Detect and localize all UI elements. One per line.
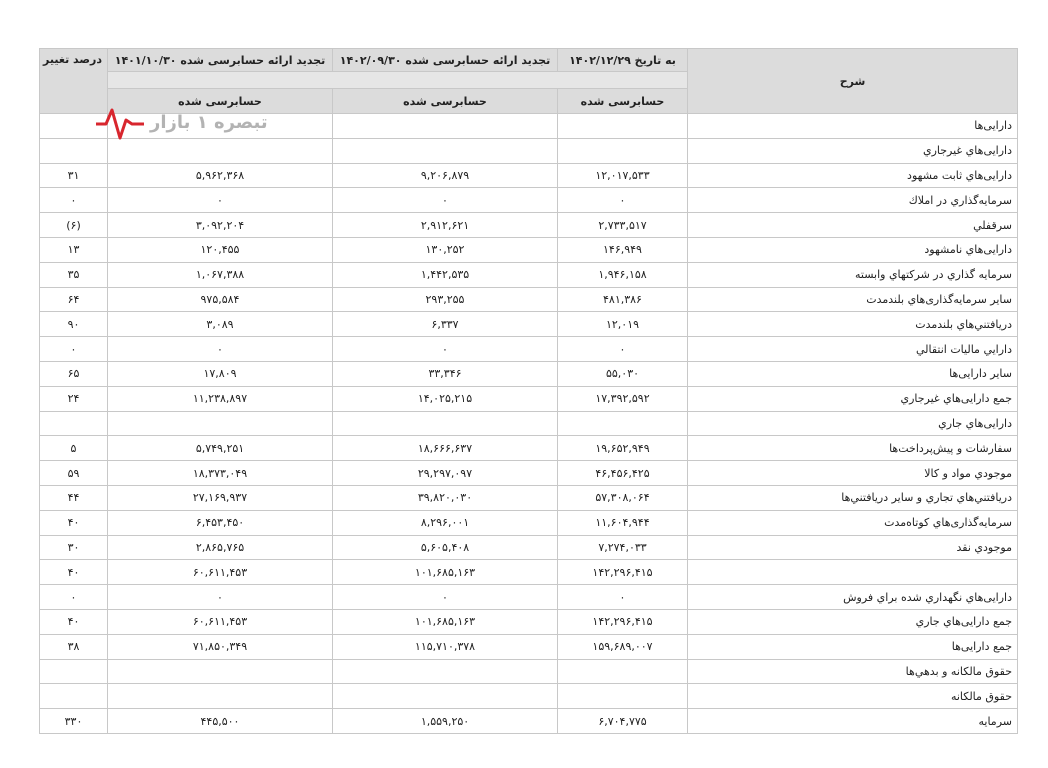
row-label: سرمایه xyxy=(688,709,1018,734)
row-label: جمع دارایی‌هاي غیرجاري xyxy=(688,386,1018,411)
row-value-period-3: ۶,۴۵۳,۴۵۰ xyxy=(108,510,333,535)
row-value-period-2 xyxy=(333,114,558,139)
table-row xyxy=(40,485,1018,510)
table-row xyxy=(40,411,1018,436)
row-label: دارایی‌هاي نامشهود xyxy=(688,237,1018,262)
table-row xyxy=(40,634,1018,659)
row-value-period-1: ۰ xyxy=(558,337,688,362)
row-percent-change: ۰ xyxy=(40,585,108,610)
row-value-period-2: ۹,۲۰۶,۸۷۹ xyxy=(333,163,558,188)
header-period-3: تجدید ارائه حسابرسی شده ۱۴۰۱/۱۰/۳۰ xyxy=(108,49,333,72)
row-value-period-1: ۰ xyxy=(558,188,688,213)
row-label: دارایی‌هاي غیرجاري xyxy=(688,138,1018,163)
header-audited-1: حسابرسی شده xyxy=(558,89,688,114)
table-row xyxy=(40,535,1018,560)
table-row xyxy=(40,609,1018,634)
row-label: دریافتني‌هاي تجاري و سایر دریافتني‌ها xyxy=(688,485,1018,510)
balance-sheet xyxy=(39,48,1017,734)
row-value-period-2: ۱,۵۵۹,۲۵۰ xyxy=(333,709,558,734)
row-label: جمع دارایی‌هاي جاري xyxy=(688,609,1018,634)
row-percent-change xyxy=(40,411,108,436)
row-value-period-1: ۱۲,۰۱۷,۵۳۳ xyxy=(558,163,688,188)
table-row xyxy=(40,163,1018,188)
table-row xyxy=(40,337,1018,362)
row-percent-change: ۳۰ xyxy=(40,535,108,560)
row-value-period-2: ۰ xyxy=(333,337,558,362)
row-value-period-1: ۰ xyxy=(558,585,688,610)
table-row xyxy=(40,684,1018,709)
row-percent-change: ۳۸ xyxy=(40,634,108,659)
table-row xyxy=(40,386,1018,411)
table-row xyxy=(40,188,1018,213)
row-value-period-2: ۱,۴۴۲,۵۳۵ xyxy=(333,262,558,287)
row-value-period-3: ۲۷,۱۶۹,۹۳۷ xyxy=(108,485,333,510)
row-label: دارایی‌هاي ثابت مشهود xyxy=(688,163,1018,188)
row-value-period-1: ۱۴۶,۹۴۹ xyxy=(558,237,688,262)
table-row xyxy=(40,361,1018,386)
row-value-period-3: ۱۱,۲۳۸,۸۹۷ xyxy=(108,386,333,411)
row-value-period-3 xyxy=(108,659,333,684)
row-percent-change: ۳۱ xyxy=(40,163,108,188)
row-value-period-1: ۱۴۲,۲۹۶,۴۱۵ xyxy=(558,560,688,585)
row-value-period-1: ۱,۹۴۶,۱۵۸ xyxy=(558,262,688,287)
row-label: موجودي نقد xyxy=(688,535,1018,560)
watermark-text: تبصره ۱ بازار xyxy=(150,112,268,133)
row-value-period-2: ۲۹۳,۲۵۵ xyxy=(333,287,558,312)
table-row xyxy=(40,312,1018,337)
header-period-1: به تاریخ ۱۴۰۲/۱۲/۲۹ xyxy=(558,49,688,72)
row-label: سرقفلي xyxy=(688,213,1018,238)
row-value-period-2: ۱۰۱,۶۸۵,۱۶۳ xyxy=(333,560,558,585)
row-label xyxy=(688,560,1018,585)
header-period-2: تجدید ارائه حسابرسی شده ۱۴۰۲/۰۹/۳۰ xyxy=(333,49,558,72)
row-value-period-3: ۰ xyxy=(108,188,333,213)
row-label: حقوق مالكانه و بدهي‌ها xyxy=(688,659,1018,684)
balance-sheet-table xyxy=(39,48,1018,734)
table-row xyxy=(40,560,1018,585)
row-percent-change: ۰ xyxy=(40,337,108,362)
row-label: جمع دارایی‌ها xyxy=(688,634,1018,659)
row-value-period-3: ۱۷,۸۰۹ xyxy=(108,361,333,386)
row-value-period-1 xyxy=(558,684,688,709)
row-label: سایر سرمایه‌گذاری‌هاي بلندمدت xyxy=(688,287,1018,312)
row-value-period-2: ۵,۶۰۵,۴۰۸ xyxy=(333,535,558,560)
row-label: سرمایه‌گذاری‌هاي كوتاه‌مدت xyxy=(688,510,1018,535)
row-value-period-3: ۴۴۵,۵۰۰ xyxy=(108,709,333,734)
row-percent-change xyxy=(40,684,108,709)
row-value-period-2: ۱۸,۶۶۶,۶۳۷ xyxy=(333,436,558,461)
table-row xyxy=(40,585,1018,610)
row-value-period-3: ۶۰,۶۱۱,۴۵۳ xyxy=(108,560,333,585)
row-value-period-3 xyxy=(108,411,333,436)
watermark-logo xyxy=(92,98,268,144)
row-value-period-2: ۳۹,۸۲۰,۰۳۰ xyxy=(333,485,558,510)
row-value-period-2: ۲,۹۱۲,۶۲۱ xyxy=(333,213,558,238)
row-percent-change: ۱۳ xyxy=(40,237,108,262)
row-value-period-2: ۲۹,۲۹۷,۰۹۷ xyxy=(333,461,558,486)
table-row xyxy=(40,436,1018,461)
header-description: شرح xyxy=(688,49,1018,114)
row-percent-change: (۶) xyxy=(40,213,108,238)
row-value-period-1: ۱۱,۶۰۴,۹۴۴ xyxy=(558,510,688,535)
table-row xyxy=(40,237,1018,262)
row-value-period-2: ۶,۳۳۷ xyxy=(333,312,558,337)
row-label: دارایی‌ها xyxy=(688,114,1018,139)
row-percent-change: ۳۵ xyxy=(40,262,108,287)
row-value-period-3: ۹۷۵,۵۸۴ xyxy=(108,287,333,312)
row-value-period-2: ۱۱۵,۷۱۰,۳۷۸ xyxy=(333,634,558,659)
row-label: سرمایه‌گذاري در املاك xyxy=(688,188,1018,213)
row-value-period-2: ۱۳۰,۲۵۲ xyxy=(333,237,558,262)
row-percent-change: ۰ xyxy=(40,188,108,213)
row-value-period-3: ۰ xyxy=(108,337,333,362)
row-value-period-1: ۷,۲۷۴,۰۳۳ xyxy=(558,535,688,560)
row-value-period-1: ۵۵,۰۳۰ xyxy=(558,361,688,386)
row-percent-change: ۵۹ xyxy=(40,461,108,486)
table-row xyxy=(40,287,1018,312)
row-label: دریافتني‌هاي بلندمدت xyxy=(688,312,1018,337)
row-value-period-3 xyxy=(108,684,333,709)
row-percent-change: ۴۰ xyxy=(40,510,108,535)
row-value-period-1 xyxy=(558,138,688,163)
row-percent-change: ۶۵ xyxy=(40,361,108,386)
row-value-period-2 xyxy=(333,138,558,163)
row-label: دارایی‌هاي جاري xyxy=(688,411,1018,436)
header-audited-3: حسابرسی شده xyxy=(108,89,333,114)
table-row xyxy=(40,213,1018,238)
row-value-period-3: ۶۰,۶۱۱,۴۵۳ xyxy=(108,609,333,634)
row-label: سرمایه گذاري در شرکتهاي وابسته xyxy=(688,262,1018,287)
row-value-period-1: ۱۹,۶۵۲,۹۴۹ xyxy=(558,436,688,461)
row-value-period-1: ۴۶,۴۵۶,۴۲۵ xyxy=(558,461,688,486)
row-percent-change: ۴۴ xyxy=(40,485,108,510)
row-value-period-3: ۰ xyxy=(108,585,333,610)
header-spacer xyxy=(108,72,688,89)
row-value-period-3: ۱۸,۳۷۳,۰۴۹ xyxy=(108,461,333,486)
row-value-period-2 xyxy=(333,684,558,709)
row-label: دارایي ماليات انتقالي xyxy=(688,337,1018,362)
row-value-period-1: ۱۷,۳۹۲,۵۹۲ xyxy=(558,386,688,411)
row-label: دارایی‌هاي نگهداري شده براي فروش xyxy=(688,585,1018,610)
table-row xyxy=(40,262,1018,287)
row-value-period-3: ۳,۰۸۹ xyxy=(108,312,333,337)
table-row xyxy=(40,659,1018,684)
row-label: موجودي مواد و كالا xyxy=(688,461,1018,486)
row-value-period-3: ۱۲۰,۴۵۵ xyxy=(108,237,333,262)
row-value-period-2: ۰ xyxy=(333,585,558,610)
row-value-period-1 xyxy=(558,114,688,139)
row-value-period-1 xyxy=(558,411,688,436)
row-value-period-1: ۱۲,۰۱۹ xyxy=(558,312,688,337)
table-row xyxy=(40,461,1018,486)
row-value-period-2: ۱۴,۰۲۵,۲۱۵ xyxy=(333,386,558,411)
row-label: سایر دارایی‌ها xyxy=(688,361,1018,386)
row-value-period-1 xyxy=(558,659,688,684)
table-row xyxy=(40,510,1018,535)
table-row xyxy=(40,709,1018,734)
row-value-period-3: ۷۱,۸۵۰,۳۴۹ xyxy=(108,634,333,659)
row-value-period-3: ۵,۹۶۲,۳۶۸ xyxy=(108,163,333,188)
row-percent-change: ۶۴ xyxy=(40,287,108,312)
row-percent-change: ۳۳۰ xyxy=(40,709,108,734)
row-value-period-2 xyxy=(333,411,558,436)
row-percent-change: ۹۰ xyxy=(40,312,108,337)
row-value-period-2: ۱۰۱,۶۸۵,۱۶۳ xyxy=(333,609,558,634)
row-percent-change: ۵ xyxy=(40,436,108,461)
header-audited-2: حسابرسی شده xyxy=(333,89,558,114)
row-value-period-2: ۸,۲۹۶,۰۰۱ xyxy=(333,510,558,535)
row-percent-change: ۴۰ xyxy=(40,609,108,634)
row-value-period-3: ۳,۰۹۲,۲۰۴ xyxy=(108,213,333,238)
row-percent-change: ۲۴ xyxy=(40,386,108,411)
row-value-period-3: ۵,۷۴۹,۲۵۱ xyxy=(108,436,333,461)
row-label: سفارشات و پیش‌پرداخت‌ها xyxy=(688,436,1018,461)
row-label: حقوق مالكانه xyxy=(688,684,1018,709)
header-percent-change: درصد تغییر xyxy=(40,49,108,114)
row-value-period-2 xyxy=(333,659,558,684)
row-value-period-3: ۱,۰۶۷,۳۸۸ xyxy=(108,262,333,287)
row-value-period-2: ۳۳,۳۴۶ xyxy=(333,361,558,386)
row-value-period-1: ۱۴۲,۲۹۶,۴۱۵ xyxy=(558,609,688,634)
row-value-period-2: ۰ xyxy=(333,188,558,213)
row-value-period-1: ۲,۷۳۳,۵۱۷ xyxy=(558,213,688,238)
row-percent-change xyxy=(40,659,108,684)
row-value-period-1: ۴۸۱,۳۸۶ xyxy=(558,287,688,312)
row-value-period-1: ۱۵۹,۶۸۹,۰۰۷ xyxy=(558,634,688,659)
row-value-period-1: ۵۷,۳۰۸,۰۶۴ xyxy=(558,485,688,510)
row-value-period-3: ۲,۸۶۵,۷۶۵ xyxy=(108,535,333,560)
row-percent-change: ۴۰ xyxy=(40,560,108,585)
row-value-period-1: ۶,۷۰۴,۷۷۵ xyxy=(558,709,688,734)
